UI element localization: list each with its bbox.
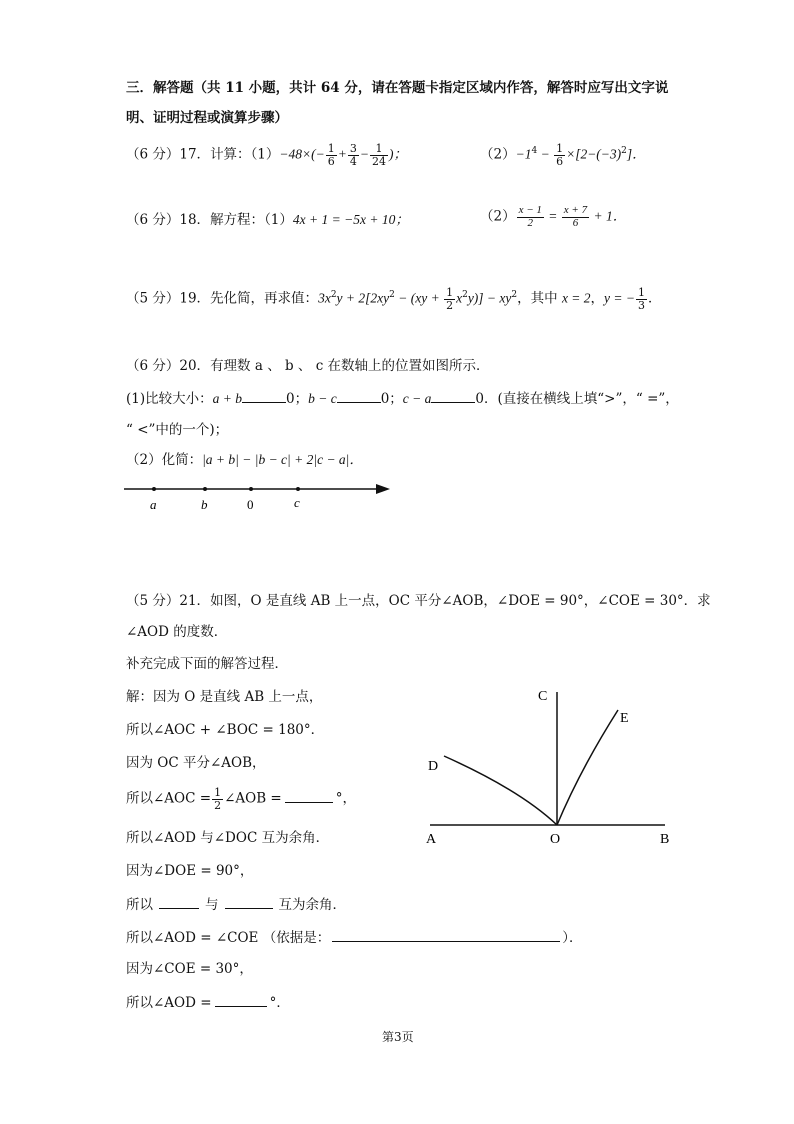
solution-step-2: 所以∠AOC + ∠BOC = 180°． — [126, 722, 325, 738]
operator: + — [337, 146, 347, 162]
q20-part2-label: （2）化简： — [126, 452, 203, 468]
operator: − — [537, 146, 554, 162]
q21-supplement: 补充完成下面的解答过程． — [126, 656, 288, 672]
point-c — [296, 487, 300, 491]
zero: 0． — [475, 391, 498, 407]
condition-y: y = − — [604, 290, 636, 306]
expr-condition-lead: ，其中 — [517, 290, 562, 307]
compare-expr-3: c − a — [402, 391, 432, 406]
fraction: $\frac{1}{6}$ — [556, 142, 564, 168]
step8-end: ）． — [562, 930, 583, 946]
label-b: B — [660, 832, 670, 847]
q19-score: （5 分）19． — [126, 290, 211, 307]
exponent: 2 — [621, 146, 627, 157]
exponent: 2 — [389, 290, 395, 301]
exponent: 4 — [531, 146, 538, 157]
q20-score: （6 分）20． — [126, 358, 211, 374]
exponent: 2 — [330, 290, 337, 301]
expr: −1 — [515, 146, 532, 162]
compare-expr-2: b − c — [308, 391, 337, 406]
question-17-part2 — [480, 143, 646, 167]
step10-lead: 所以∠AOD = — [126, 995, 212, 1011]
expr: ×[2−(−3) — [566, 146, 622, 162]
q21-score: （5 分）21． — [126, 593, 211, 609]
point-a — [152, 487, 156, 491]
ray-od — [444, 756, 557, 825]
q21-prompt: 如图，O 是直线 AB 上一点，OC 平分∠AOB，∠DOE = 90°，∠COE = 30°．求 — [210, 593, 711, 609]
solution-step-1: 解：因为 O 是直线 AB 上一点， — [126, 689, 323, 705]
page-number: 第3页 — [382, 1030, 414, 1044]
angle-figure — [420, 680, 680, 850]
solution-step-4 — [126, 787, 356, 811]
question-17 — [126, 143, 407, 167]
q20-part2-expr: |a + b| − |b − c| + 2|c − a|． — [202, 452, 363, 467]
fraction: $\frac{3}{4}$ — [349, 142, 357, 168]
answer-blank-angle-1[interactable] — [159, 896, 199, 909]
fraction: $\frac{x + 7}{6}$ — [563, 204, 588, 229]
point-zero — [249, 487, 253, 491]
solution-step-8 — [126, 929, 582, 946]
operator: − — [359, 146, 369, 162]
label-c: c — [294, 495, 300, 510]
section-description: （共 11 小题，共计 64 分，请在答题卡指定区域内作答，解答时应写出文字说 — [193, 80, 669, 96]
q17-prompt: 计算： — [210, 146, 251, 163]
q21-prompt-cont: ∠AOD 的度数． — [126, 624, 228, 640]
expr: x — [456, 290, 463, 306]
fraction: $\frac{1}{3}$ — [638, 286, 646, 312]
q17-part2-label: （2） — [480, 146, 516, 163]
fraction: $\frac{x - 1}{2}$ — [518, 204, 542, 229]
expr: − (xy + — [394, 290, 444, 306]
q18-part2-label: （2） — [480, 208, 516, 225]
answer-blank-3[interactable] — [431, 390, 475, 403]
solution-step-7 — [126, 896, 346, 913]
exponent: 2 — [462, 290, 468, 301]
step4-lead: 所以∠AOC = — [126, 790, 212, 807]
solution-step-10 — [126, 994, 290, 1011]
expr-end: ． — [648, 290, 662, 307]
number-line — [120, 476, 400, 516]
answer-blank-1[interactable] — [242, 390, 286, 403]
step7-end: 互为余角． — [278, 897, 346, 913]
q18-part1-equation: 4x + 1 = −5x + 10； — [292, 212, 409, 227]
zero: 0； — [286, 391, 309, 407]
step4-mid: ∠AOB = — [224, 790, 282, 807]
q18-score: （6 分）18． — [126, 212, 211, 228]
label-a: A — [426, 832, 437, 847]
solution-step-3: 因为 OC 平分∠AOB， — [126, 755, 266, 771]
fraction: $\frac{1}{24}$ — [371, 142, 386, 168]
label-a: a — [150, 497, 157, 512]
solution-step-9: 因为∠COE = 30°， — [126, 961, 253, 977]
step4-end: °， — [335, 790, 356, 807]
solution-step-5: 所以∠AOD 与∠DOC 互为余角． — [126, 830, 330, 846]
answer-blank-reason[interactable] — [332, 929, 560, 942]
expr-end: )； — [388, 146, 407, 162]
q18-prompt: 解方程： — [210, 212, 265, 228]
q20-part1-label: (1)比较大小： — [126, 391, 213, 407]
compare-expr-1: a + b — [212, 391, 242, 406]
step8-lead: 所以∠AOD = ∠COE （依据是： — [126, 930, 331, 946]
q20-part1-note-cont: “ <”中的一个)； — [126, 422, 229, 438]
exponent: 2 — [511, 290, 518, 301]
section-title: 三．解答题 — [126, 80, 194, 96]
zero: 0； — [380, 391, 403, 407]
step10-end: °． — [269, 995, 290, 1011]
fraction: $\frac{1}{2}$ — [446, 286, 454, 312]
answer-blank-aod[interactable] — [215, 994, 267, 1007]
question-18-part2 — [480, 205, 626, 229]
label-c: C — [538, 689, 548, 704]
expr-end: ]． — [626, 146, 646, 162]
answer-blank-2[interactable] — [337, 390, 381, 403]
label-zero: 0 — [247, 497, 254, 512]
separator: ， — [590, 290, 605, 307]
operator: = — [544, 208, 561, 224]
section-description-cont: 明、证明过程或演算步骤） — [126, 110, 288, 126]
q19-prompt: 先化简，再求值： — [210, 290, 319, 307]
q17-part1-expr: −48×(− — [279, 146, 325, 162]
label-b: b — [201, 497, 208, 512]
label-e: E — [620, 711, 629, 726]
answer-blank-angle-2[interactable] — [225, 896, 273, 909]
expr: y + 2[2xy — [336, 290, 390, 306]
step7-and: 与 — [205, 897, 219, 913]
q18-part1-label: （1） — [264, 212, 293, 228]
expr: 3x — [318, 290, 331, 306]
arrow-head-icon — [376, 484, 390, 494]
expr: y)] − xy — [467, 290, 512, 306]
fraction: $\frac{1}{2}$ — [214, 786, 222, 812]
section-header — [126, 80, 668, 96]
question-18 — [126, 212, 409, 228]
point-b — [203, 487, 207, 491]
step7-lead: 所以 — [126, 897, 153, 913]
answer-blank-aoc[interactable] — [285, 790, 333, 803]
question-21 — [126, 593, 711, 609]
condition-x: x = 2 — [561, 290, 591, 306]
ray-oe — [557, 710, 618, 825]
fraction: $\frac{1}{6}$ — [327, 142, 335, 168]
q20-part1-note: (直接在横线上填“>”，“ =”， — [497, 391, 679, 407]
label-d: D — [428, 759, 439, 774]
question-20-part2 — [126, 452, 363, 468]
question-19 — [126, 287, 662, 311]
q20-prompt: 有理数 a 、 b 、 c 在数轴上的位置如图所示． — [210, 358, 490, 374]
q17-score: （6 分）17． — [126, 146, 211, 163]
expr-end: + 1． — [590, 208, 627, 224]
question-20-part1 — [126, 390, 679, 407]
q17-part1-label: （1） — [250, 146, 280, 163]
question-20 — [126, 358, 490, 374]
label-o: O — [550, 832, 561, 847]
solution-step-6: 因为∠DOE = 90°， — [126, 863, 254, 879]
